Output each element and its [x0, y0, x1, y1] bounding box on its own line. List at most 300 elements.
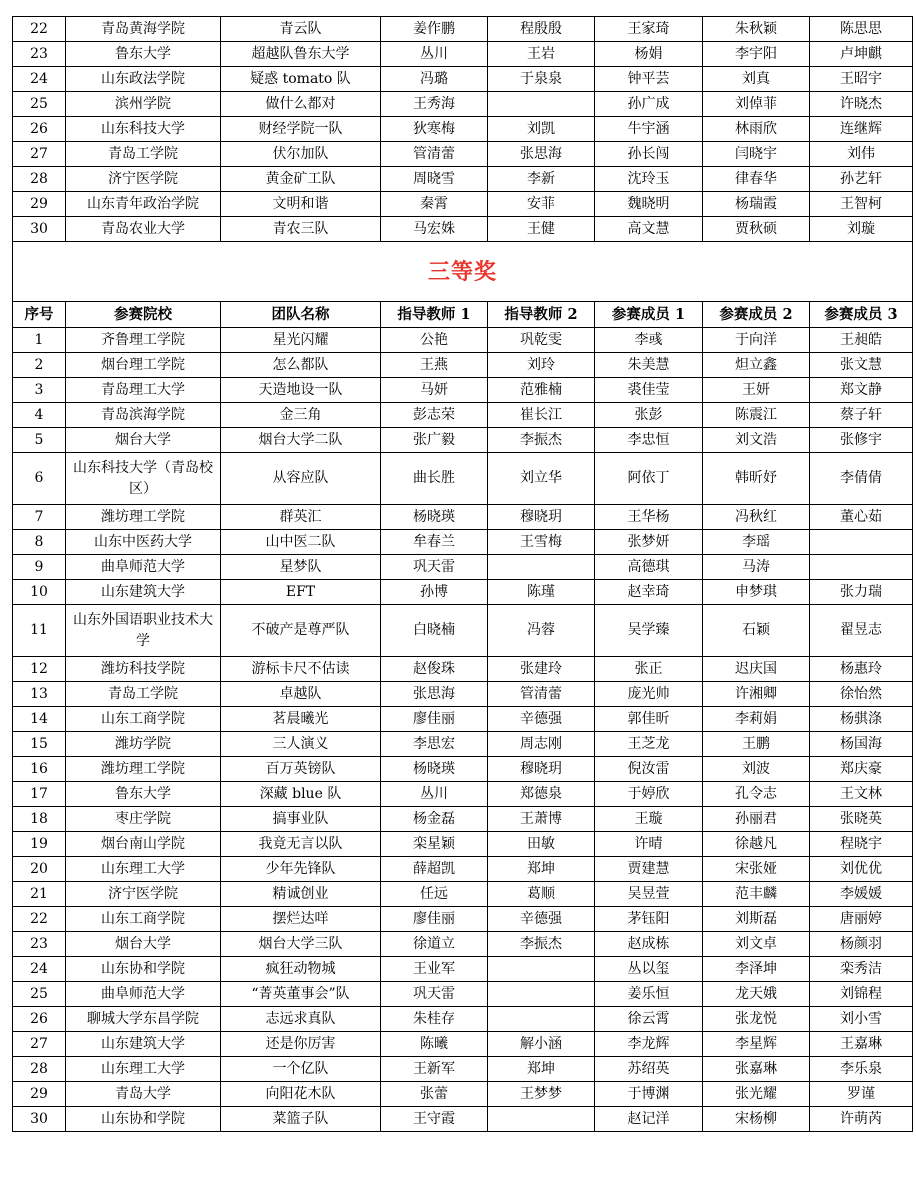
rank-cell: 20: [13, 857, 66, 882]
school-cell: 山东协和学院: [66, 1107, 221, 1132]
award-title-row: [13, 242, 913, 302]
team-cell: 少年先锋队: [221, 857, 381, 882]
rank-cell: 10: [13, 580, 66, 605]
column-header: 指导教师 2: [488, 302, 595, 328]
rank-cell: 30: [13, 1107, 66, 1132]
advisor-1-cell: 狄寒梅: [381, 117, 488, 142]
advisor-1-cell: 彭志荣: [381, 403, 488, 428]
advisor-2-cell: 郑坤: [488, 857, 595, 882]
advisor-1-cell: 王燕: [381, 353, 488, 378]
advisor-2-cell: [488, 957, 595, 982]
advisor-1-cell: 丛川: [381, 42, 488, 67]
advisor-2-cell: 王健: [488, 217, 595, 242]
rank-cell: 26: [13, 1007, 66, 1032]
table-row: [13, 782, 913, 807]
member-2-cell: 王妍: [703, 378, 810, 403]
advisor-1-cell: 王业军: [381, 957, 488, 982]
member-3-cell: [810, 530, 913, 555]
member-3-cell: 杨颜羽: [810, 932, 913, 957]
member-1-cell: 李忠恒: [595, 428, 703, 453]
advisor-1-cell: 杨晓瑛: [381, 505, 488, 530]
member-1-cell: 庞光帅: [595, 682, 703, 707]
member-3-cell: 程晓宇: [810, 832, 913, 857]
table-row: [13, 1107, 913, 1132]
school-cell: 齐鲁理工学院: [66, 328, 221, 353]
school-cell: 青岛工学院: [66, 142, 221, 167]
member-2-cell: 龙天娥: [703, 982, 810, 1007]
team-cell: 文明和谐: [221, 192, 381, 217]
member-3-cell: 孙艺轩: [810, 167, 913, 192]
school-cell: 青岛理工大学: [66, 378, 221, 403]
advisor-2-cell: 刘凯: [488, 117, 595, 142]
team-cell: 百万英镑队: [221, 757, 381, 782]
member-1-cell: 牛宇涵: [595, 117, 703, 142]
advisor-1-cell: 徐道立: [381, 932, 488, 957]
advisor-2-cell: 管清蕾: [488, 682, 595, 707]
member-1-cell: 张梦妍: [595, 530, 703, 555]
table-row: [13, 932, 913, 957]
member-2-cell: 李莉娟: [703, 707, 810, 732]
member-2-cell: 许湘卿: [703, 682, 810, 707]
member-3-cell: 徐怡然: [810, 682, 913, 707]
member-1-cell: 于婷欣: [595, 782, 703, 807]
advisor-1-cell: 冯璐: [381, 67, 488, 92]
member-3-cell: 郑庆豪: [810, 757, 913, 782]
member-2-cell: 石颖: [703, 605, 810, 657]
member-1-cell: 茅钰阳: [595, 907, 703, 932]
member-3-cell: 李倩倩: [810, 453, 913, 505]
school-cell: 山东理工大学: [66, 857, 221, 882]
school-cell: 山东青年政治学院: [66, 192, 221, 217]
school-cell: 曲阜师范大学: [66, 555, 221, 580]
table-row: [13, 505, 913, 530]
member-1-cell: 张正: [595, 657, 703, 682]
table-row: [13, 1032, 913, 1057]
member-3-cell: 刘伟: [810, 142, 913, 167]
member-1-cell: 王芝龙: [595, 732, 703, 757]
team-cell: 一个亿队: [221, 1057, 381, 1082]
advisor-2-cell: 崔长江: [488, 403, 595, 428]
member-1-cell: 倪汝雷: [595, 757, 703, 782]
advisor-2-cell: 王梦梦: [488, 1082, 595, 1107]
advisor-1-cell: 朱桂存: [381, 1007, 488, 1032]
member-3-cell: 董心茹: [810, 505, 913, 530]
team-cell: 青云队: [221, 17, 381, 42]
advisor-1-cell: 栾星颖: [381, 832, 488, 857]
column-header: 指导教师 1: [381, 302, 488, 328]
school-cell: 山东工商学院: [66, 907, 221, 932]
member-2-cell: 李星辉: [703, 1032, 810, 1057]
rank-cell: 7: [13, 505, 66, 530]
team-cell: 深藏 blue 队: [221, 782, 381, 807]
advisor-1-cell: 张广毅: [381, 428, 488, 453]
member-3-cell: 杨惠玲: [810, 657, 913, 682]
table-row: [13, 807, 913, 832]
member-1-cell: 许晴: [595, 832, 703, 857]
member-2-cell: 刘斯磊: [703, 907, 810, 932]
team-cell: 山中医二队: [221, 530, 381, 555]
rank-cell: 23: [13, 932, 66, 957]
team-cell: 烟台大学二队: [221, 428, 381, 453]
school-cell: 青岛工学院: [66, 682, 221, 707]
rank-cell: 11: [13, 605, 66, 657]
member-3-cell: 王嘉琳: [810, 1032, 913, 1057]
school-cell: 青岛滨海学院: [66, 403, 221, 428]
advisor-1-cell: 曲长胜: [381, 453, 488, 505]
team-cell: 游标卡尺不估读: [221, 657, 381, 682]
rank-cell: 12: [13, 657, 66, 682]
member-3-cell: 唐丽婷: [810, 907, 913, 932]
column-header: 序号: [13, 302, 66, 328]
member-1-cell: 吴昱萱: [595, 882, 703, 907]
member-3-cell: 刘小雪: [810, 1007, 913, 1032]
member-1-cell: 赵成栋: [595, 932, 703, 957]
advisor-1-cell: 巩天雷: [381, 982, 488, 1007]
member-1-cell: 李彧: [595, 328, 703, 353]
team-cell: 疯狂动物城: [221, 957, 381, 982]
advisor-2-cell: [488, 1107, 595, 1132]
team-cell: 还是你厉害: [221, 1032, 381, 1057]
advisor-1-cell: 赵俊珠: [381, 657, 488, 682]
member-3-cell: 栾秀洁: [810, 957, 913, 982]
advisor-1-cell: 牟春兰: [381, 530, 488, 555]
table-row: [13, 142, 913, 167]
advisor-2-cell: 解小涵: [488, 1032, 595, 1057]
school-cell: 潍坊学院: [66, 732, 221, 757]
team-cell: 卓越队: [221, 682, 381, 707]
advisor-1-cell: 公艳: [381, 328, 488, 353]
advisor-2-cell: [488, 92, 595, 117]
member-2-cell: 张光耀: [703, 1082, 810, 1107]
rank-cell: 13: [13, 682, 66, 707]
advisor-1-cell: 秦霄: [381, 192, 488, 217]
member-1-cell: 王家琦: [595, 17, 703, 42]
team-cell: 菜篮子队: [221, 1107, 381, 1132]
rank-cell: 5: [13, 428, 66, 453]
team-cell: 茗晨曦光: [221, 707, 381, 732]
member-1-cell: 郭佳昕: [595, 707, 703, 732]
advisor-1-cell: 杨晓瑛: [381, 757, 488, 782]
advisor-2-cell: 程殷殷: [488, 17, 595, 42]
member-2-cell: 张龙悦: [703, 1007, 810, 1032]
member-3-cell: [810, 555, 913, 580]
school-cell: 山东建筑大学: [66, 1032, 221, 1057]
member-1-cell: 吴学臻: [595, 605, 703, 657]
team-cell: 从容应队: [221, 453, 381, 505]
team-cell: 星光闪耀: [221, 328, 381, 353]
member-1-cell: 李龙辉: [595, 1032, 703, 1057]
school-cell: 济宁医学院: [66, 167, 221, 192]
school-cell: 山东协和学院: [66, 957, 221, 982]
rank-cell: 29: [13, 192, 66, 217]
table-row: [13, 555, 913, 580]
school-cell: 山东政法学院: [66, 67, 221, 92]
table-row: [13, 832, 913, 857]
table-row: [13, 192, 913, 217]
member-1-cell: 姜乐恒: [595, 982, 703, 1007]
member-1-cell: 沈玲玉: [595, 167, 703, 192]
team-cell: 向阳花木队: [221, 1082, 381, 1107]
team-cell: 青农三队: [221, 217, 381, 242]
advisor-2-cell: 刘玲: [488, 353, 595, 378]
member-1-cell: 高德琪: [595, 555, 703, 580]
school-cell: 滨州学院: [66, 92, 221, 117]
member-2-cell: 孙丽君: [703, 807, 810, 832]
team-cell: 黄金矿工队: [221, 167, 381, 192]
advisor-1-cell: 巩天雷: [381, 555, 488, 580]
advisor-2-cell: 王岩: [488, 42, 595, 67]
team-cell: 三人演义: [221, 732, 381, 757]
advisor-1-cell: 杨金磊: [381, 807, 488, 832]
member-2-cell: 炟立鑫: [703, 353, 810, 378]
member-3-cell: 刘锦程: [810, 982, 913, 1007]
team-cell: 群英汇: [221, 505, 381, 530]
school-cell: 山东外国语职业技术大学: [66, 605, 221, 657]
member-1-cell: 王璇: [595, 807, 703, 832]
school-cell: 烟台大学: [66, 932, 221, 957]
member-2-cell: 李宇阳: [703, 42, 810, 67]
member-2-cell: 王鹏: [703, 732, 810, 757]
advisor-1-cell: 李思宏: [381, 732, 488, 757]
team-cell: 我竟无言以队: [221, 832, 381, 857]
school-cell: 山东科技大学（青岛校区）: [66, 453, 221, 505]
member-3-cell: 杨骐涤: [810, 707, 913, 732]
member-1-cell: 徐云霄: [595, 1007, 703, 1032]
advisor-2-cell: 李振杰: [488, 932, 595, 957]
header-row: [13, 302, 913, 328]
school-cell: 山东建筑大学: [66, 580, 221, 605]
rank-cell: 25: [13, 92, 66, 117]
table-row: [13, 167, 913, 192]
school-cell: 枣庄学院: [66, 807, 221, 832]
member-1-cell: 阿依丁: [595, 453, 703, 505]
advisor-2-cell: 巩乾雯: [488, 328, 595, 353]
team-cell: 精诚创业: [221, 882, 381, 907]
column-header: 参赛成员 3: [810, 302, 913, 328]
column-header: 参赛成员 2: [703, 302, 810, 328]
school-cell: 青岛农业大学: [66, 217, 221, 242]
member-2-cell: 宋张娅: [703, 857, 810, 882]
rank-cell: 6: [13, 453, 66, 505]
member-3-cell: 翟昱志: [810, 605, 913, 657]
member-2-cell: 申梦琪: [703, 580, 810, 605]
team-cell: 摆烂达咩: [221, 907, 381, 932]
member-3-cell: 李媛媛: [810, 882, 913, 907]
advisor-2-cell: 于泉泉: [488, 67, 595, 92]
member-1-cell: 孙长闯: [595, 142, 703, 167]
member-2-cell: 刘真: [703, 67, 810, 92]
member-3-cell: 蔡子轩: [810, 403, 913, 428]
advisor-1-cell: 廖佳丽: [381, 707, 488, 732]
team-cell: 怎么都队: [221, 353, 381, 378]
member-1-cell: 杨娟: [595, 42, 703, 67]
member-2-cell: 李瑶: [703, 530, 810, 555]
rank-cell: 3: [13, 378, 66, 403]
rank-cell: 29: [13, 1082, 66, 1107]
table-row: [13, 657, 913, 682]
advisor-2-cell: [488, 1007, 595, 1032]
advisor-2-cell: 葛顺: [488, 882, 595, 907]
advisor-1-cell: 陈曦: [381, 1032, 488, 1057]
member-3-cell: 许萌芮: [810, 1107, 913, 1132]
school-cell: 曲阜师范大学: [66, 982, 221, 1007]
member-2-cell: 孔令志: [703, 782, 810, 807]
rank-cell: 18: [13, 807, 66, 832]
third-prize-section: [13, 242, 913, 328]
member-3-cell: 杨国海: [810, 732, 913, 757]
member-3-cell: 王昭宇: [810, 67, 913, 92]
advisor-2-cell: 刘立华: [488, 453, 595, 505]
advisor-1-cell: 丛川: [381, 782, 488, 807]
table-row: [13, 580, 913, 605]
member-2-cell: 迟庆国: [703, 657, 810, 682]
member-2-cell: 宋杨柳: [703, 1107, 810, 1132]
advisor-2-cell: 辛德强: [488, 907, 595, 932]
rank-cell: 17: [13, 782, 66, 807]
member-2-cell: 律春华: [703, 167, 810, 192]
rank-cell: 22: [13, 907, 66, 932]
member-2-cell: 刘文浩: [703, 428, 810, 453]
advisor-2-cell: 穆晓玥: [488, 505, 595, 530]
advisor-1-cell: 周晓雪: [381, 167, 488, 192]
rank-cell: 28: [13, 167, 66, 192]
member-2-cell: 林雨欣: [703, 117, 810, 142]
member-1-cell: 贾建慧: [595, 857, 703, 882]
table-row: [13, 957, 913, 982]
rank-cell: 24: [13, 957, 66, 982]
advisor-1-cell: 王秀海: [381, 92, 488, 117]
member-2-cell: 刘文卓: [703, 932, 810, 957]
member-3-cell: 张力瑞: [810, 580, 913, 605]
member-1-cell: 王华杨: [595, 505, 703, 530]
school-cell: 青岛黄海学院: [66, 17, 221, 42]
rank-cell: 15: [13, 732, 66, 757]
team-cell: 超越队鲁东大学: [221, 42, 381, 67]
table-row: [13, 403, 913, 428]
school-cell: 潍坊理工学院: [66, 757, 221, 782]
member-1-cell: 赵记洋: [595, 1107, 703, 1132]
table-row: [13, 428, 913, 453]
table-row: [13, 530, 913, 555]
advisor-1-cell: 张蕾: [381, 1082, 488, 1107]
table-row: [13, 982, 913, 1007]
member-3-cell: 罗谨: [810, 1082, 913, 1107]
member-1-cell: 孙广成: [595, 92, 703, 117]
member-1-cell: 赵幸琦: [595, 580, 703, 605]
third-prize-rows: [13, 328, 913, 1132]
table-row: [13, 757, 913, 782]
table-row: [13, 1007, 913, 1032]
member-3-cell: 王昶皓: [810, 328, 913, 353]
rank-cell: 1: [13, 328, 66, 353]
member-1-cell: 魏晓明: [595, 192, 703, 217]
member-2-cell: 贾秋硕: [703, 217, 810, 242]
advisor-1-cell: 王新军: [381, 1057, 488, 1082]
rank-cell: 27: [13, 142, 66, 167]
school-cell: 济宁医学院: [66, 882, 221, 907]
school-cell: 山东中医药大学: [66, 530, 221, 555]
table-row: [13, 707, 913, 732]
advisor-1-cell: 王守霞: [381, 1107, 488, 1132]
member-1-cell: 高文慧: [595, 217, 703, 242]
table-row: [13, 1082, 913, 1107]
second-prize-rows: [13, 17, 913, 242]
rank-cell: 2: [13, 353, 66, 378]
award-title: 三等奖: [13, 242, 913, 302]
table-row: [13, 857, 913, 882]
advisor-1-cell: 任远: [381, 882, 488, 907]
school-cell: 烟台南山学院: [66, 832, 221, 857]
table-row: [13, 217, 913, 242]
table-row: [13, 1057, 913, 1082]
table-row: [13, 92, 913, 117]
rank-cell: 27: [13, 1032, 66, 1057]
advisor-2-cell: 安菲: [488, 192, 595, 217]
school-cell: 山东科技大学: [66, 117, 221, 142]
member-2-cell: 杨瑞霞: [703, 192, 810, 217]
table-row: [13, 328, 913, 353]
school-cell: 青岛大学: [66, 1082, 221, 1107]
member-3-cell: 卢坤麒: [810, 42, 913, 67]
member-2-cell: 冯秋红: [703, 505, 810, 530]
member-1-cell: 钟平芸: [595, 67, 703, 92]
advisor-1-cell: 白晓楠: [381, 605, 488, 657]
member-2-cell: 闫晓宇: [703, 142, 810, 167]
team-cell: 做什么都对: [221, 92, 381, 117]
school-cell: 潍坊科技学院: [66, 657, 221, 682]
school-cell: 聊城大学东昌学院: [66, 1007, 221, 1032]
advisor-1-cell: 马宏姝: [381, 217, 488, 242]
rank-cell: 21: [13, 882, 66, 907]
advisor-1-cell: 马妍: [381, 378, 488, 403]
advisor-2-cell: 周志刚: [488, 732, 595, 757]
column-header: 参赛院校: [66, 302, 221, 328]
member-2-cell: 韩昕妤: [703, 453, 810, 505]
member-3-cell: 刘优优: [810, 857, 913, 882]
member-3-cell: 李乐泉: [810, 1057, 913, 1082]
member-3-cell: 张修宇: [810, 428, 913, 453]
rank-cell: 8: [13, 530, 66, 555]
advisor-2-cell: 王萧博: [488, 807, 595, 832]
team-cell: EFT: [221, 580, 381, 605]
advisor-2-cell: 张建玲: [488, 657, 595, 682]
member-2-cell: 李泽坤: [703, 957, 810, 982]
school-cell: 鲁东大学: [66, 782, 221, 807]
table-row: [13, 682, 913, 707]
advisor-2-cell: 王雪梅: [488, 530, 595, 555]
advisor-2-cell: 陈瑾: [488, 580, 595, 605]
member-3-cell: 郑文静: [810, 378, 913, 403]
advisor-1-cell: 姜作鹏: [381, 17, 488, 42]
table-row: [13, 17, 913, 42]
results-document: [12, 16, 912, 1132]
member-2-cell: 刘波: [703, 757, 810, 782]
table-row: [13, 353, 913, 378]
advisor-2-cell: [488, 555, 595, 580]
member-3-cell: 连继辉: [810, 117, 913, 142]
rank-cell: 14: [13, 707, 66, 732]
school-cell: 潍坊理工学院: [66, 505, 221, 530]
member-1-cell: 裘佳莹: [595, 378, 703, 403]
school-cell: 烟台大学: [66, 428, 221, 453]
awards-table: [12, 16, 913, 1132]
table-row: [13, 67, 913, 92]
rank-cell: 23: [13, 42, 66, 67]
table-row: [13, 42, 913, 67]
team-cell: 财经学院一队: [221, 117, 381, 142]
team-cell: “菁英董事会”队: [221, 982, 381, 1007]
advisor-2-cell: 田敏: [488, 832, 595, 857]
